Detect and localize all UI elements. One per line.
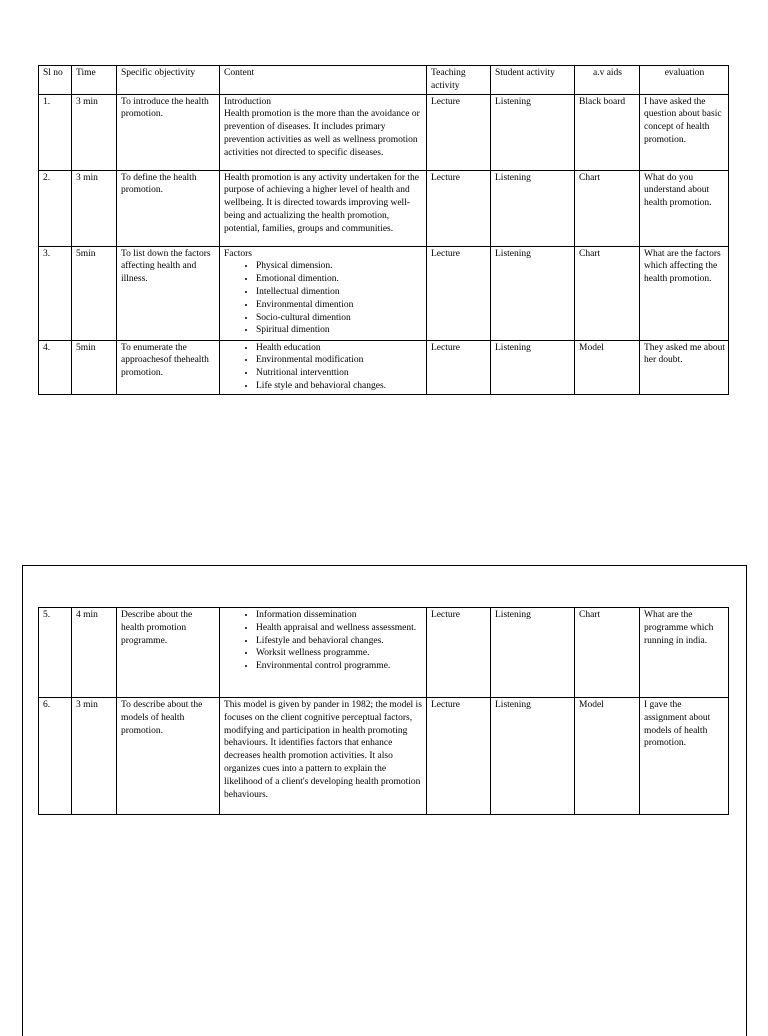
list-item: • Environmental dimention — [256, 299, 423, 312]
header-sl-no: Sl no — [39, 66, 72, 95]
list-item: • Life style and behavioral changes. — [256, 380, 423, 393]
cell-av-aids: Model — [575, 340, 640, 394]
cell-time: 3 min — [72, 170, 117, 246]
cell-av-aids: Black board — [575, 94, 640, 170]
list-item: • Health appraisal and wellness assessment. — [256, 622, 423, 635]
cell-sl-no: 6. — [39, 698, 72, 815]
table-header-row — [39, 66, 729, 95]
header-evaluation: evaluation — [640, 66, 729, 95]
cell-time: 5min — [72, 340, 117, 394]
cell-av-aids: Model — [575, 698, 640, 815]
cell-teaching-activity: Lecture — [427, 608, 491, 698]
cell-student-activity: Listening — [491, 94, 575, 170]
header-content: Content — [220, 66, 427, 95]
content-title: Introduction — [224, 96, 271, 107]
list-item: • Environmental modification — [256, 354, 423, 367]
programme-list — [224, 609, 423, 673]
cell-content — [220, 608, 427, 698]
header-student-activity: Student activity — [491, 66, 575, 95]
list-item: • Environmental control programme. — [256, 660, 423, 673]
content-text: Health promotion is the more than the avoidance or prevention of diseases. It includes primary prevention activities as well as wellness promotion activities not directed to specific diseases. — [224, 109, 420, 158]
cell-content — [220, 698, 427, 815]
list-item: • Emotional dimention. — [256, 273, 423, 286]
table-row — [39, 94, 729, 170]
cell-evaluation: I gave the assignment about models of health promotion. — [640, 698, 729, 815]
table-row — [39, 698, 729, 815]
cell-sl-no: 4. — [39, 340, 72, 394]
cell-student-activity: Listening — [491, 246, 575, 340]
cell-evaluation: I have asked the question about basic concept of health promotion. — [640, 94, 729, 170]
list-item: • Nutritional interventtion — [256, 367, 423, 380]
list-item: • Socio-cultural dimention — [256, 312, 423, 325]
cell-student-activity: Listening — [491, 170, 575, 246]
list-item: • Worksit wellness programme. — [256, 647, 423, 660]
cell-sl-no: 3. — [39, 246, 72, 340]
lesson-plan-table-1 — [38, 65, 729, 395]
cell-content — [220, 94, 427, 170]
header-specific-objectivity: Specific objectivity — [117, 66, 220, 95]
cell-av-aids: Chart — [575, 608, 640, 698]
factors-list — [224, 260, 423, 337]
table-row — [39, 608, 729, 698]
content-title: Factors — [224, 248, 252, 259]
cell-teaching-activity: Lecture — [427, 246, 491, 340]
header-time: Time — [72, 66, 117, 95]
list-item: • Information dissemination — [256, 609, 423, 622]
cell-objective: To describe about the models of health promotion. — [117, 698, 220, 815]
cell-teaching-activity: Lecture — [427, 170, 491, 246]
cell-objective: To list down the factors affecting health and illness. — [117, 246, 220, 340]
cell-av-aids: Chart — [575, 170, 640, 246]
table-row — [39, 246, 729, 340]
content-text: Health promotion is any activity undertaken for the purpose of achieving a higher level of health and wellbeing. It is directed towards improving well-being and actualizing the health promotion, potential, families, groups and communities. — [224, 172, 419, 234]
cell-objective: To enumerate the approachesof thehealth promotion. — [117, 340, 220, 394]
cell-sl-no: 2. — [39, 170, 72, 246]
cell-teaching-activity: Lecture — [427, 340, 491, 394]
cell-time: 4 min — [72, 608, 117, 698]
cell-evaluation: What are the factors which affecting the health promotion. — [640, 246, 729, 340]
cell-content — [220, 246, 427, 340]
list-item: • Spiritual dimention — [256, 324, 423, 337]
cell-time: 3 min — [72, 94, 117, 170]
cell-objective: Describe about the health promotion programme. — [117, 608, 220, 698]
table-row — [39, 340, 729, 394]
cell-content — [220, 170, 427, 246]
cell-objective: To introduce the health promotion. — [117, 94, 220, 170]
cell-student-activity: Listening — [491, 608, 575, 698]
cell-student-activity: Listening — [491, 698, 575, 815]
cell-teaching-activity: Lecture — [427, 698, 491, 815]
header-av-aids: a.v aids — [575, 66, 640, 95]
cell-content — [220, 340, 427, 394]
list-item: • Intellectual dimention — [256, 286, 423, 299]
header-teaching-activity: Teaching activity — [427, 66, 491, 95]
cell-time: 3 min — [72, 698, 117, 815]
lesson-plan-table-2 — [38, 607, 729, 815]
cell-time: 5min — [72, 246, 117, 340]
list-item: • Health education — [256, 342, 423, 355]
cell-sl-no: 5. — [39, 608, 72, 698]
cell-teaching-activity: Lecture — [427, 94, 491, 170]
cell-evaluation: What do you understand about health promotion. — [640, 170, 729, 246]
cell-student-activity: Listening — [491, 340, 575, 394]
cell-objective: To define the health promotion. — [117, 170, 220, 246]
list-item: • Physical dimension. — [256, 260, 423, 273]
cell-sl-no: 1. — [39, 94, 72, 170]
cell-evaluation: They asked me about her doubt. — [640, 340, 729, 394]
approaches-list — [224, 342, 423, 393]
content-text: This model is given by pander in 1982; the model is focuses on the client cognitive perceptual factors, modifying and participation in health promoting behaviours. It identifies factors that enhance decreases health promotion activities. It also organizes cues into a pattern to explain the likelihood of a client's developing health promotion behaviours. — [224, 700, 422, 800]
list-item: • Lifestyle and behavioral changes. — [256, 635, 423, 648]
cell-evaluation: What are the programme which running in india. — [640, 608, 729, 698]
table-row — [39, 170, 729, 246]
cell-av-aids: Chart — [575, 246, 640, 340]
